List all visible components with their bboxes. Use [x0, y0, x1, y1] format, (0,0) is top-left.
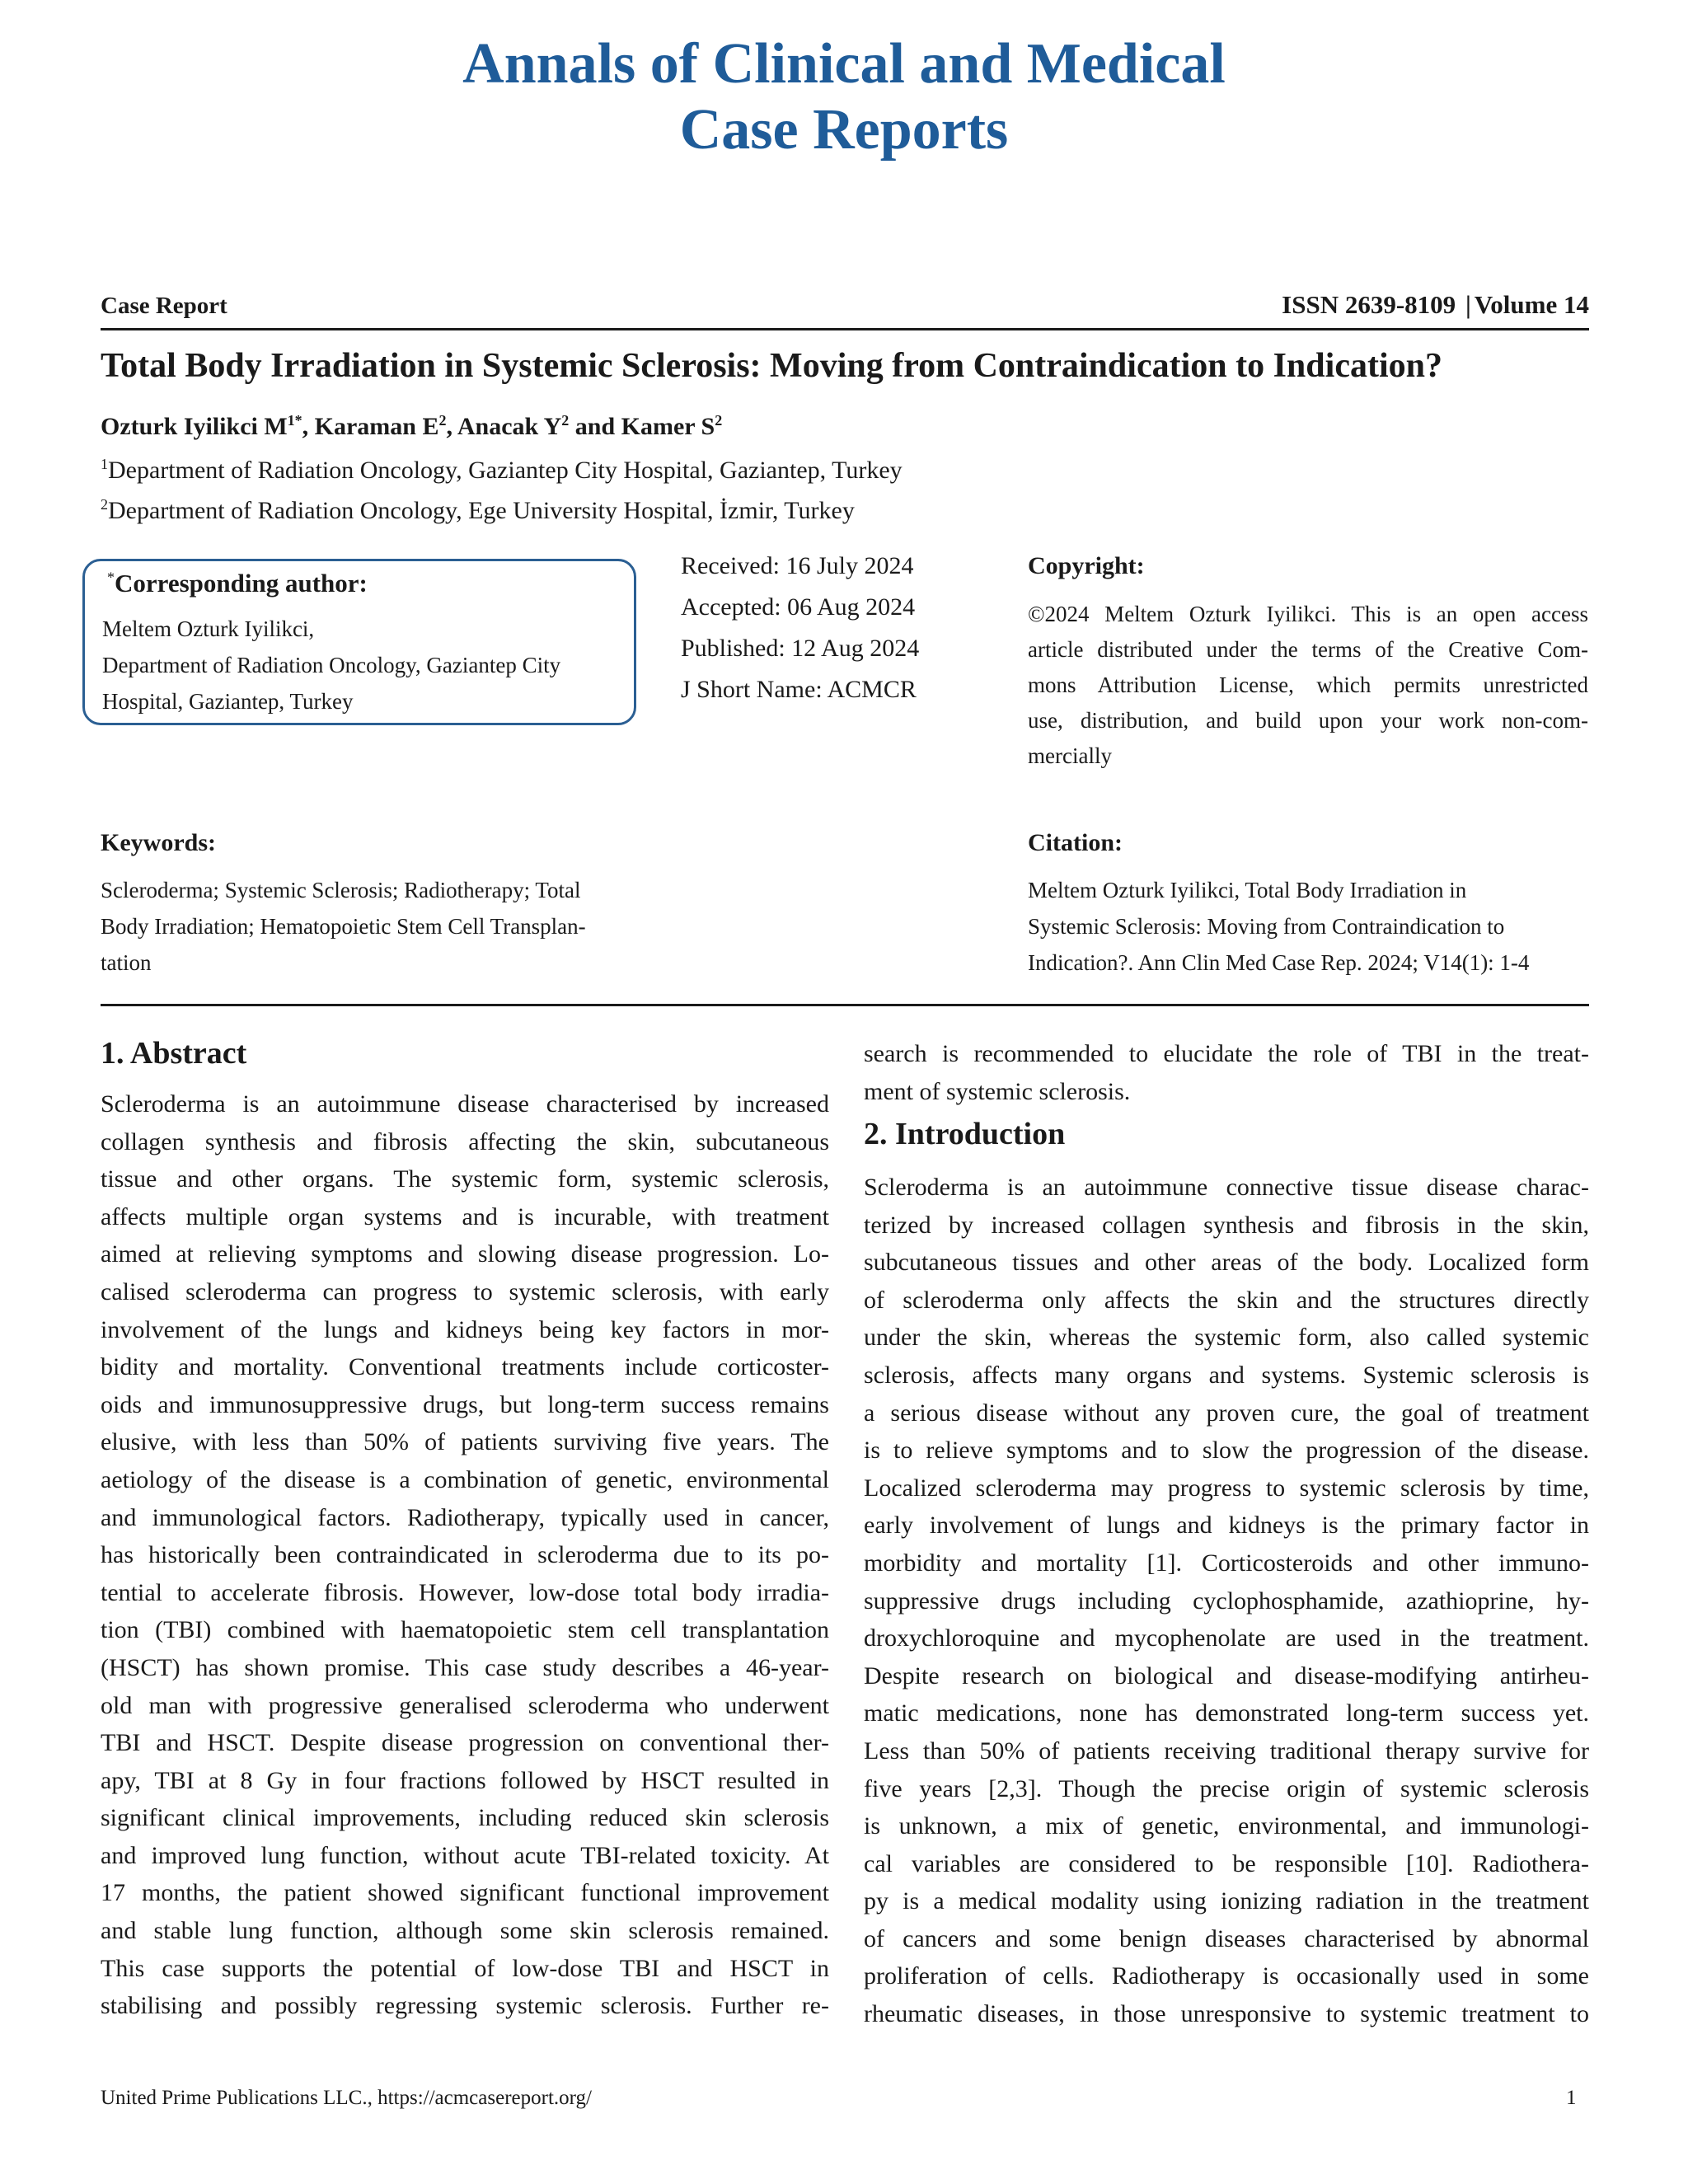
copyright-line-5: mercially [1028, 743, 1112, 768]
text-line: terized by increased collagen synthesis and fibrosis in the skin, [864, 1211, 1589, 1239]
page-number: 1 [1566, 2087, 1577, 2109]
keywords-heading: Keywords: [101, 829, 216, 856]
text-line: ment of systemic sclerosis. [864, 1077, 1131, 1105]
copyright-line-1: ©2024 Meltem Ozturk Iyilikci. This is an open access [1028, 602, 1588, 626]
copyright-line-3: mons Attribution License, which permits unrestricted [1028, 673, 1588, 697]
text-line: TBI and HSCT. Despite disease progression on conventional ther- [101, 1729, 829, 1757]
text-line: is unknown, a mix of genetic, environmental, and immunologi- [864, 1812, 1589, 1840]
text-line: matic medications, none has demonstrated long-term success yet. [864, 1699, 1589, 1727]
text-line: Scleroderma is an autoimmune connective tissue disease charac- [864, 1174, 1589, 1201]
corresponding-heading-text: Corresponding author: [115, 569, 368, 598]
affiliation-1-text: Department of Radiation Oncology, Gaziantep City Hospital, Gaziantep, Turkey [108, 457, 903, 484]
text-line: and improved lung function, without acute TBI-related toxicity. At [101, 1841, 829, 1869]
text-line: and immunological factors. Radiotherapy, typically used in cancer, [101, 1503, 829, 1531]
author-2: Karaman E [314, 413, 439, 440]
text-line: stabilising and possibly regressing systemic sclerosis. Further re- [101, 1992, 829, 2020]
copyright-body [1028, 597, 1588, 774]
text-line: tion (TBI) combined with haematopoietic stem cell transplantation [101, 1616, 829, 1644]
text-line: of scleroderma only affects the skin and the structures directly [864, 1286, 1589, 1314]
author-3-sup: 2 [561, 412, 570, 429]
copyright-line-4: use, distribution, and build upon your work non-com- [1028, 708, 1588, 733]
text-line: Despite research on biological and disease-modifying antirheu- [864, 1661, 1589, 1690]
issn-separator: | [1465, 290, 1471, 319]
text-line: old man with progressive generalised scleroderma who underwent [101, 1691, 829, 1719]
published-date: Published: 12 Aug 2024 [681, 635, 920, 662]
citation-heading: Citation: [1028, 829, 1123, 856]
affiliation-1-sup: 1 [101, 456, 108, 472]
author-4-sup: 2 [715, 412, 723, 429]
received-date: Received: 16 July 2024 [681, 552, 914, 579]
footer-publisher: United Prime Publications LLC., https://acmcasereport.org/ [101, 2087, 592, 2109]
copyright-line-2: article distributed under the terms of the Creative Com- [1028, 637, 1588, 662]
keywords-body [101, 872, 653, 981]
text-line: cal variables are considered to be responsible [10]. Radiothera- [864, 1849, 1589, 1877]
text-line: 17 months, the patient showed significant functional improvement [101, 1879, 829, 1907]
author-separator: , [302, 413, 315, 440]
journal-title-line-2: Case Reports [679, 98, 1009, 162]
text-line: subcutaneous tissues and other areas of the body. Localized form [864, 1249, 1589, 1277]
text-line: Localized scleroderma may progress to systemic sclerosis by time, [864, 1474, 1589, 1502]
abstract-body [101, 1085, 829, 2025]
author-1: Ozturk Iyilikci M [101, 413, 288, 440]
text-line: sclerosis, affects many organs and systems. Systemic sclerosis is [864, 1361, 1589, 1389]
header-row [101, 288, 1589, 321]
introduction-heading: 2. Introduction [864, 1117, 1066, 1151]
text-line: (HSCT) has shown promise. This case study describes a 46-year- [101, 1653, 829, 1681]
journal-title [0, 31, 1688, 163]
author-list [101, 412, 722, 441]
issn-volume [1282, 290, 1589, 320]
keywords-line-2: Body Irradiation; Hematopoietic Stem Cell Transplan- [101, 914, 586, 939]
text-line: py is a medical modality using ionizing radiation in the treatment [864, 1887, 1589, 1915]
author-1-sup: 1* [287, 412, 302, 429]
text-line: aimed at relieving symptoms and slowing disease progression. Lo- [101, 1240, 829, 1268]
text-line: bidity and mortality. Conventional treatments include corticoster- [101, 1353, 829, 1381]
corresponding-line-2: Department of Radiation Oncology, Gaziantep City [102, 653, 561, 677]
text-line: affects multiple organ systems and is incurable, with treatment [101, 1202, 829, 1230]
text-line: tential to accelerate fibrosis. However, low-dose total body irradia- [101, 1578, 829, 1606]
affiliation-2-sup: 2 [101, 496, 108, 513]
issn: ISSN 2639-8109 [1282, 290, 1456, 319]
text-line: Scleroderma is an autoimmune disease characterised by increased [101, 1090, 829, 1118]
text-line: suppressive drugs including cyclophosphamide, azathioprine, hy- [864, 1586, 1589, 1615]
text-line: rheumatic diseases, in those unresponsive to systemic treatment to [864, 2000, 1589, 2028]
accepted-date: Accepted: 06 Aug 2024 [681, 593, 916, 621]
text-line: of cancers and some benign diseases characterised by abnormal [864, 1924, 1589, 1952]
abstract-heading: 1. Abstract [101, 1036, 247, 1071]
text-line: collagen synthesis and fibrosis affecting the skin, subcutaneous [101, 1127, 829, 1155]
header-rule [101, 328, 1589, 330]
text-line: apy, TBI at 8 Gy in four fractions followed by HSCT resulted in [101, 1766, 829, 1794]
keywords-line-1: Scleroderma; Systemic Sclerosis; Radiotherapy; Total [101, 878, 581, 902]
text-line: is to relieve symptoms and to slow the progression of the disease. [864, 1436, 1589, 1465]
text-line: early involvement of lungs and kidneys is the primary factor in [864, 1511, 1589, 1540]
introduction-body [864, 1169, 1589, 2033]
text-line: under the skin, whereas the systemic form, also called systemic [864, 1324, 1589, 1352]
section-rule [101, 1004, 1589, 1006]
author-and: and [569, 413, 621, 440]
text-line: has historically been contraindicated in scleroderma due to its po- [101, 1541, 829, 1569]
corresponding-line-3: Hospital, Gaziantep, Turkey [102, 689, 354, 714]
text-line: search is recommended to elucidate the role of TBI in the treat- [864, 1040, 1589, 1067]
text-line: droxychloroquine and mycophenolate are used in the treatment. [864, 1624, 1589, 1652]
text-line: involvement of the lungs and kidneys being key factors in mor- [101, 1315, 829, 1343]
corresponding-marker: * [107, 569, 115, 586]
keywords-line-3: tation [101, 950, 152, 975]
article-type: Case Report [101, 293, 227, 319]
volume: Volume 14 [1474, 290, 1589, 319]
affiliation-2 [101, 496, 855, 525]
text-line: oids and immunosuppressive drugs, but long-term success remains [101, 1390, 829, 1418]
article-title: Total Body Irradiation in Systemic Sclerosis: Moving from Contraindication to Indication? [101, 347, 1442, 385]
text-line: a serious disease without any proven cure, the goal of treatment [864, 1399, 1589, 1427]
abstract-continuation [864, 1035, 1589, 1110]
corresponding-author-heading [107, 569, 368, 598]
citation-line-3: Indication?. Ann Clin Med Case Rep. 2024; V14(1): 1-4 [1028, 950, 1530, 975]
text-line: calised scleroderma can progress to systemic sclerosis, with early [101, 1277, 829, 1305]
citation-body [1028, 872, 1605, 981]
text-line: five years [2,3]. Though the precise origin of systemic sclerosis [864, 1774, 1589, 1802]
journal-short-name: J Short Name: ACMCR [681, 676, 917, 703]
author-separator: , [446, 413, 457, 440]
text-line: tissue and other organs. The systemic form, systemic sclerosis, [101, 1165, 829, 1193]
text-line: Less than 50% of patients receiving traditional therapy survive for [864, 1736, 1589, 1765]
author-2-sup: 2 [438, 412, 447, 429]
text-line: significant clinical improvements, including reduced skin sclerosis [101, 1804, 829, 1832]
copyright-heading: Copyright: [1028, 552, 1145, 579]
citation-line-1: Meltem Ozturk Iyilikci, Total Body Irradiation in [1028, 878, 1467, 902]
author-4: Kamer S [621, 413, 715, 440]
author-3: Anacak Y [457, 413, 562, 440]
text-line: proliferation of cells. Radiotherapy is occasionally used in some [864, 1962, 1589, 1990]
journal-title-line-1: Annals of Clinical and Medical [462, 32, 1226, 96]
corresponding-line-1: Meltem Ozturk Iyilikci, [102, 616, 315, 641]
text-line: elusive, with less than 50% of patients surviving five years. The [101, 1428, 829, 1456]
text-line: aetiology of the disease is a combination of genetic, environmental [101, 1465, 829, 1493]
text-line: and stable lung function, although some skin sclerosis remained. [101, 1917, 829, 1945]
affiliation-1 [101, 456, 903, 485]
text-line: This case supports the potential of low-dose TBI and HSCT in [101, 1954, 829, 1982]
citation-line-2: Systemic Sclerosis: Moving from Contraindication to [1028, 914, 1505, 939]
affiliation-2-text: Department of Radiation Oncology, Ege University Hospital, İzmir, Turkey [108, 497, 855, 524]
text-line: morbidity and mortality [1]. Corticosteroids and other immuno- [864, 1549, 1589, 1577]
